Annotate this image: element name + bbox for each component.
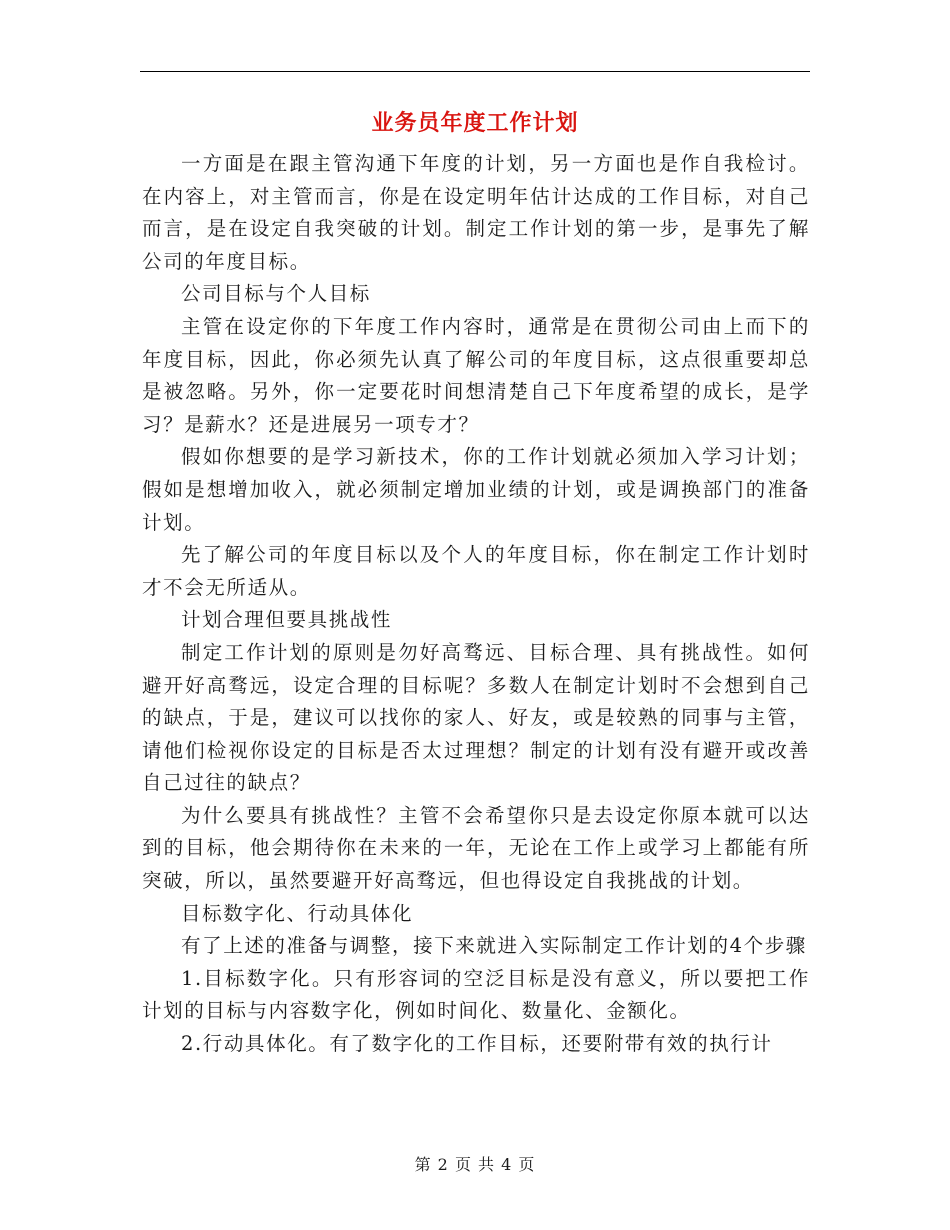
page-number: 第 2 页 共 4 页 bbox=[414, 1155, 536, 1174]
document-body bbox=[142, 148, 810, 1061]
header-rule bbox=[140, 71, 810, 72]
document-title: 业务员年度工作计划 bbox=[371, 111, 579, 136]
paragraph: 主管在设定你的下年度工作内容时，通常是在贯彻公司由上而下的年度目标，因此，你必须先认真了解公司的年度目标，这点很重要却总是被忽略。另外，你一定要花时间想清楚自己下年度希望的成长，是学习？是薪水？还是进展另一项专才？ bbox=[142, 314, 810, 436]
list-item: 1.目标数字化。只有形容词的空泛目标是没有意义，所以要把工作计划的目标与内容数字化，例如时间化、数量化、金额化。 bbox=[142, 966, 810, 1023]
section-heading: 计划合理但要具挑战性 bbox=[181, 608, 393, 632]
list-item: 2.行动具体化。有了数字化的工作目标，还要附带有效的执行计 bbox=[181, 1032, 773, 1056]
section-heading: 公司目标与个人目标 bbox=[181, 282, 371, 306]
paragraph: 为什么要具有挑战性？主管不会希望你只是去设定你原本就可以达到的目标，他会期待你在未来的一年，无论在工作上或学习上都能有所突破，所以，虽然要避开好高骛远，但也得设定自我挑战的计划。 bbox=[142, 803, 810, 893]
paragraph: 有了上述的准备与调整，接下来就进入实际制定工作计划的4个步骤 bbox=[181, 934, 807, 958]
paragraph: 制定工作计划的原则是勿好高骛远、目标合理、具有挑战性。如何避开好高骛远，设定合理的目标呢？多数人在制定计划时不会想到自己的缺点，于是，建议可以找你的家人、好友，或是较熟的同事与主管，请他们检视你设定的目标是否太过理想？制定的计划有没有避开或改善自己过往的缺点？ bbox=[142, 640, 810, 795]
section-heading: 目标数字化、行动具体化 bbox=[181, 901, 414, 925]
paragraph: 一方面是在跟主管沟通下年度的计划，另一方面也是作自我检讨。在内容上，对主管而言，你是在设定明年估计达成的工作目标，对自己而言，是在设定自我突破的计划。制定工作计划的第一步，是事先了解公司的年度目标。 bbox=[142, 152, 810, 273]
paragraph: 先了解公司的年度目标以及个人的年度目标，你在制定工作计划时才不会无所适从。 bbox=[142, 543, 810, 599]
paragraph: 假如你想要的是学习新技术，你的工作计划就必须加入学习计划；假如是想增加收入，就必须制定增加业绩的计划，或是调换部门的准备计划。 bbox=[142, 445, 810, 534]
